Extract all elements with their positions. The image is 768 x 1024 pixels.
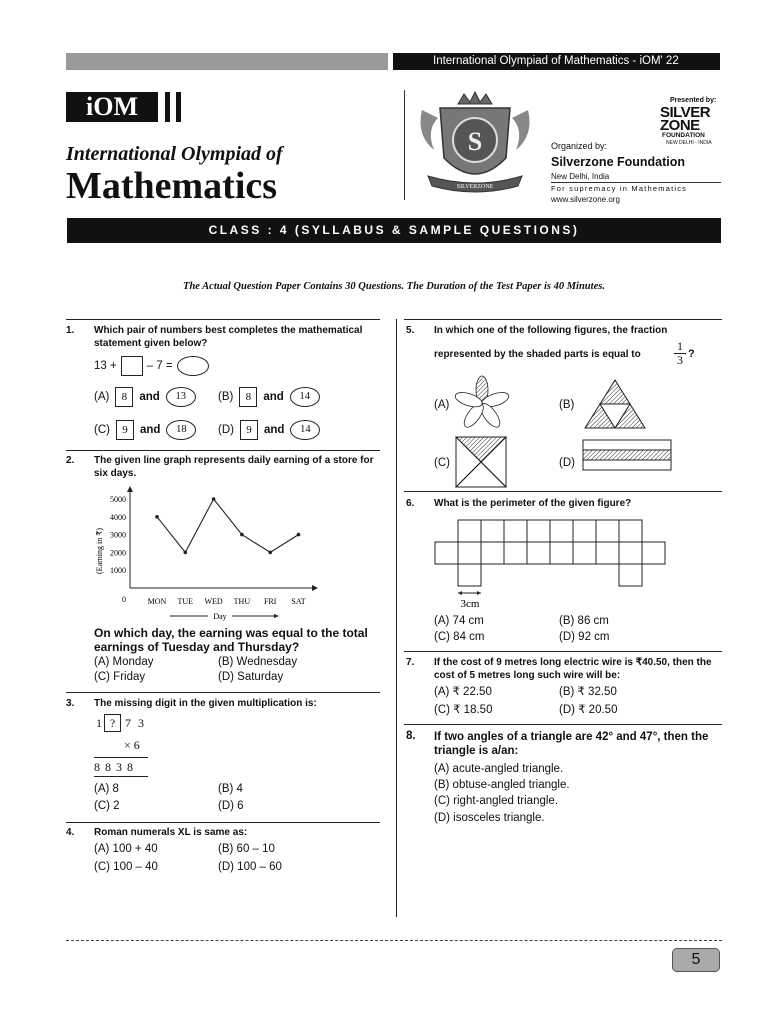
q7-option-d[interactable] — [559, 703, 617, 718]
q3-multiplier: × 6 — [124, 738, 140, 752]
column-divider — [396, 319, 397, 917]
silverzone-logo — [652, 106, 724, 146]
option-label: (B) — [559, 615, 575, 627]
chart-y-ticks — [110, 495, 126, 604]
option-text: 100 + 40 — [112, 843, 158, 855]
q7-number: 7. — [406, 657, 415, 668]
q5-figure-d-strips — [582, 439, 672, 473]
q3-number: 3. — [66, 698, 75, 709]
q3-text: The missing digit in the given multiplication is: — [94, 698, 317, 709]
crest-lion-left — [421, 110, 439, 150]
org-tagline: For supremacy in Mathematics — [551, 184, 688, 193]
q6-scale-label: 3cm — [460, 598, 480, 610]
chart-x-arrow — [312, 585, 318, 591]
subject-title: Mathematics — [66, 165, 278, 207]
chart-point — [212, 497, 216, 501]
option-text: ₹ 20.50 — [578, 704, 618, 716]
org-name: Silverzone Foundation — [551, 155, 686, 169]
option-and: and — [263, 390, 284, 403]
rule-q4-top — [66, 822, 380, 823]
q2-text: The given line graph represents daily earning of a store for six days. — [94, 455, 374, 479]
option-label: (C) — [94, 800, 110, 812]
org-website: www.silverzone.org — [551, 195, 620, 204]
option-text: ₹ 32.50 — [577, 686, 617, 698]
chart-point — [155, 515, 159, 519]
chart-point — [184, 551, 188, 555]
q3-result-digit: 8 — [105, 760, 111, 774]
q2-option-b[interactable] — [218, 655, 297, 670]
option-text: 100 – 40 — [113, 861, 158, 873]
org-rule — [551, 182, 721, 183]
q3-option-d[interactable] — [218, 799, 244, 814]
q4-option-a[interactable] — [94, 842, 158, 857]
q6-option-a[interactable] — [434, 614, 484, 629]
chart-y-label: (Earning in ₹) — [95, 528, 104, 574]
header-title-bar — [393, 53, 720, 70]
option-label: (B) — [218, 390, 234, 403]
option-oval: 13 — [166, 387, 196, 407]
rule-q5-top — [404, 319, 722, 320]
q3-digit: 1 — [96, 715, 102, 730]
foundation-text: FOUNDATION — [662, 132, 705, 139]
q8-option-d[interactable] — [434, 811, 545, 826]
option-text: right-angled triangle. — [453, 795, 559, 807]
q5-figure-a-flower — [452, 375, 512, 433]
crest-letter: S — [467, 127, 483, 156]
q3-result-digit: 8 — [94, 760, 100, 774]
option-label: (C) — [434, 631, 450, 643]
option-label: (D) — [218, 861, 234, 873]
rule-q1-top — [66, 319, 380, 320]
q1-expr-a: 13 + — [94, 359, 117, 372]
option-label: (A) — [94, 656, 110, 668]
option-label: (A) — [434, 763, 450, 775]
q5-label-b[interactable]: (B) — [559, 399, 575, 411]
option-box: 9 — [116, 420, 134, 440]
q1-expression — [94, 356, 209, 376]
q5-figure-b-triangle — [584, 378, 646, 430]
q1-expr-b: – 7 = — [146, 359, 173, 372]
option-box: 8 — [115, 387, 133, 407]
q6-option-d[interactable] — [559, 630, 610, 645]
option-text: 6 — [237, 800, 244, 812]
option-label: (C) — [94, 861, 110, 873]
option-and: and — [139, 390, 160, 403]
option-text: ₹ 18.50 — [453, 704, 493, 716]
chart-x-tick-label: THU — [233, 597, 251, 606]
option-label: (C) — [94, 423, 110, 436]
iom-logo — [66, 92, 158, 122]
option-oval: 14 — [290, 387, 320, 407]
q6-option-c[interactable] — [434, 630, 485, 645]
q8-text: If two angles of a triangle are 42° and 47°, then the triangle is a/an: — [434, 731, 709, 757]
intro-text: The Actual Question Paper Contains 30 Questions. The Duration of the Test Paper is 40 Minutes. — [183, 281, 605, 292]
silverzone-crest — [414, 90, 536, 202]
q2-option-d[interactable] — [218, 670, 283, 685]
q6-option-b[interactable] — [559, 614, 609, 629]
q3-digit: 7 — [125, 715, 131, 730]
q7-option-c[interactable] — [434, 703, 492, 718]
q5-text-a: In which one of the following figures, the fraction — [434, 325, 668, 336]
option-label: (C) — [434, 795, 450, 807]
q6-text: What is the perimeter of the given figure? — [434, 498, 632, 509]
presented-by: Presented by: — [670, 97, 717, 104]
chart-y-tick-label: 4000 — [110, 512, 126, 522]
header-title: International Olympiad of Mathematics - iOM' 22 — [433, 55, 679, 67]
q3-result-digit: 3 — [116, 760, 122, 774]
option-text: isosceles triangle. — [453, 812, 545, 824]
option-text: Friday — [113, 671, 146, 683]
logo-bar-1 — [165, 92, 170, 122]
option-and: and — [263, 423, 285, 436]
chart-y-tick-label: 1000 — [110, 566, 126, 576]
q5-label-c[interactable]: (C) — [434, 457, 450, 469]
crest-crown — [458, 92, 492, 104]
earning-line-chart — [90, 486, 322, 624]
q5-fraction — [674, 340, 686, 367]
option-text: 84 cm — [453, 631, 485, 643]
q7-text: If the cost of 9 metres long electric wire is ₹40.50, then the cost of 5 metres long such wire will be: — [434, 657, 712, 681]
option-text: 74 cm — [452, 615, 484, 627]
rule-q3-top — [66, 692, 380, 693]
option-label: (A) — [434, 686, 450, 698]
iom-logo-text: iOM — [86, 92, 138, 121]
q3-rule-bottom — [94, 776, 148, 777]
chart-y-tick-label: 3000 — [110, 530, 126, 540]
chart-point — [297, 533, 301, 537]
option-box: 8 — [239, 387, 257, 407]
rule-q6-top — [404, 491, 722, 492]
q1-blank-box — [121, 356, 143, 376]
option-text: 2 — [113, 800, 120, 812]
q2-number: 2. — [66, 455, 75, 466]
q8-option-b[interactable] — [434, 778, 570, 793]
option-label: (D) — [434, 812, 450, 824]
q3-option-b[interactable] — [218, 782, 243, 797]
option-label: (D) — [218, 423, 234, 436]
fraction-numerator: 1 — [677, 339, 683, 353]
option-label: (C) — [434, 704, 450, 716]
option-oval: 18 — [166, 420, 196, 440]
crest-lion-right — [512, 110, 530, 150]
q1-option-a[interactable] — [94, 387, 196, 407]
q4-option-c[interactable] — [94, 860, 158, 875]
chart-day-arrowhead — [274, 614, 279, 618]
fraction-denominator: 3 — [677, 353, 683, 367]
silver-text: SILVER — [660, 104, 711, 121]
option-label: (B) — [218, 656, 234, 668]
q2-option-a[interactable] — [94, 655, 153, 670]
option-label: (D) — [218, 800, 234, 812]
q5-number: 5. — [406, 325, 415, 336]
option-label: (B) — [218, 783, 234, 795]
option-oval: 14 — [290, 420, 320, 440]
chart-series-line — [157, 499, 299, 552]
crest-ribbon-text: SILVERZONE — [456, 184, 494, 190]
q4-number: 4. — [66, 827, 75, 838]
header-divider — [404, 90, 405, 200]
q4-option-b[interactable] — [218, 842, 275, 857]
q5-qmark: ? — [688, 348, 695, 360]
q1-option-d[interactable] — [218, 420, 320, 440]
option-text: ₹ 22.50 — [452, 686, 492, 698]
chart-points — [155, 497, 300, 554]
logo-bar-2 — [176, 92, 181, 122]
q3-result-row — [94, 758, 164, 776]
chart-x-ticks — [148, 597, 306, 606]
organized-by: Organized by: — [551, 141, 608, 151]
option-label: (B) — [218, 843, 234, 855]
header-gray-bar — [66, 53, 388, 70]
q3-missing-digit-box: ? — [104, 714, 121, 732]
option-label: (D) — [559, 631, 575, 643]
option-label: (A) — [434, 615, 450, 627]
q6-number: 6. — [406, 498, 415, 509]
olympiad-line: International Olympiad of — [66, 143, 283, 165]
option-text: acute-angled triangle. — [452, 763, 564, 775]
option-label: (A) — [94, 783, 110, 795]
option-label: (B) — [434, 779, 450, 791]
chart-point — [240, 533, 244, 537]
org-city: New Delhi, India — [551, 172, 610, 181]
option-text: 8 — [112, 783, 119, 795]
option-label: (B) — [559, 686, 575, 698]
q5-text-b: represented by the shaded parts is equal to — [434, 349, 641, 360]
q3-multiplication — [94, 713, 164, 777]
option-label: (C) — [94, 671, 110, 683]
page-number: 5 — [691, 951, 701, 968]
option-label: (D) — [218, 671, 234, 683]
option-and: and — [139, 423, 161, 436]
q8-option-a[interactable] — [434, 762, 563, 777]
chart-x-tick-label: TUE — [177, 597, 194, 606]
option-label: (A) — [94, 843, 110, 855]
q2-option-c[interactable] — [94, 670, 145, 685]
q6-grid-figure — [434, 517, 674, 612]
q5-label-d[interactable]: (D) — [559, 457, 575, 469]
q2-question: On which day, the earning was equal to the total earnings of Tuesday and Thursday? — [94, 626, 368, 654]
option-text: Saturday — [237, 671, 284, 683]
q3-result-digit: 8 — [127, 760, 133, 774]
chart-x-tick-label: SAT — [291, 597, 306, 606]
footer-dashed-rule — [66, 940, 722, 941]
chart-y-arrow — [127, 486, 133, 492]
class-bar — [67, 218, 721, 243]
q1-option-c[interactable] — [94, 420, 196, 440]
chart-x-label: Day — [213, 612, 227, 621]
q3-option-c[interactable] — [94, 799, 120, 814]
chart-x-tick-label: WED — [204, 597, 223, 606]
option-text: obtuse-angled triangle. — [452, 779, 570, 791]
q3-option-a[interactable] — [94, 782, 119, 797]
chart-point — [268, 551, 272, 555]
rule-q7-top — [404, 651, 722, 652]
q3-top-row — [94, 713, 164, 733]
chart-x-tick-label: MON — [147, 597, 167, 606]
q1-text: Which pair of numbers best completes the mathematical statement given below? — [94, 325, 363, 349]
q5-label-a[interactable]: (A) — [434, 399, 450, 411]
option-text: Monday — [112, 656, 154, 668]
option-text: 4 — [236, 783, 243, 795]
option-label: (D) — [559, 704, 575, 716]
chart-y-tick-label: 0 — [122, 595, 126, 604]
rule-q2-top — [66, 450, 380, 451]
chart-y-tick-label: 2000 — [110, 548, 126, 558]
q1-number: 1. — [66, 325, 75, 336]
q4-option-d[interactable] — [218, 860, 282, 875]
q4-text: Roman numerals XL is same as: — [94, 827, 248, 838]
option-box: 9 — [240, 420, 258, 440]
option-text: Wednesday — [236, 656, 298, 668]
q3-digit: 3 — [138, 715, 144, 730]
delhi-caps: NEW DELHI - INDIA — [666, 140, 712, 146]
option-text: 100 – 60 — [237, 861, 282, 873]
chart-y-tick-label: 5000 — [110, 495, 126, 504]
chart-x-tick-label: FRI — [263, 597, 277, 606]
q5-figure-c-square — [455, 436, 507, 488]
page-number-box — [672, 948, 720, 972]
q1-option-b[interactable] — [218, 387, 320, 407]
q7-option-a[interactable] — [434, 685, 492, 700]
option-text: 86 cm — [577, 615, 609, 627]
q7-option-b[interactable] — [559, 685, 617, 700]
q8-option-c[interactable] — [434, 794, 558, 809]
rule-q8-top — [404, 724, 722, 725]
class-bar-text: CLASS : 4 (SYLLABUS & SAMPLE QUESTIONS) — [208, 223, 580, 237]
q8-number: 8. — [406, 730, 416, 742]
option-label: (A) — [94, 390, 110, 403]
zone-text: ZONE — [660, 117, 700, 134]
q1-blank-oval — [177, 356, 209, 376]
option-text: 60 – 10 — [236, 843, 275, 855]
option-text: 92 cm — [578, 631, 610, 643]
